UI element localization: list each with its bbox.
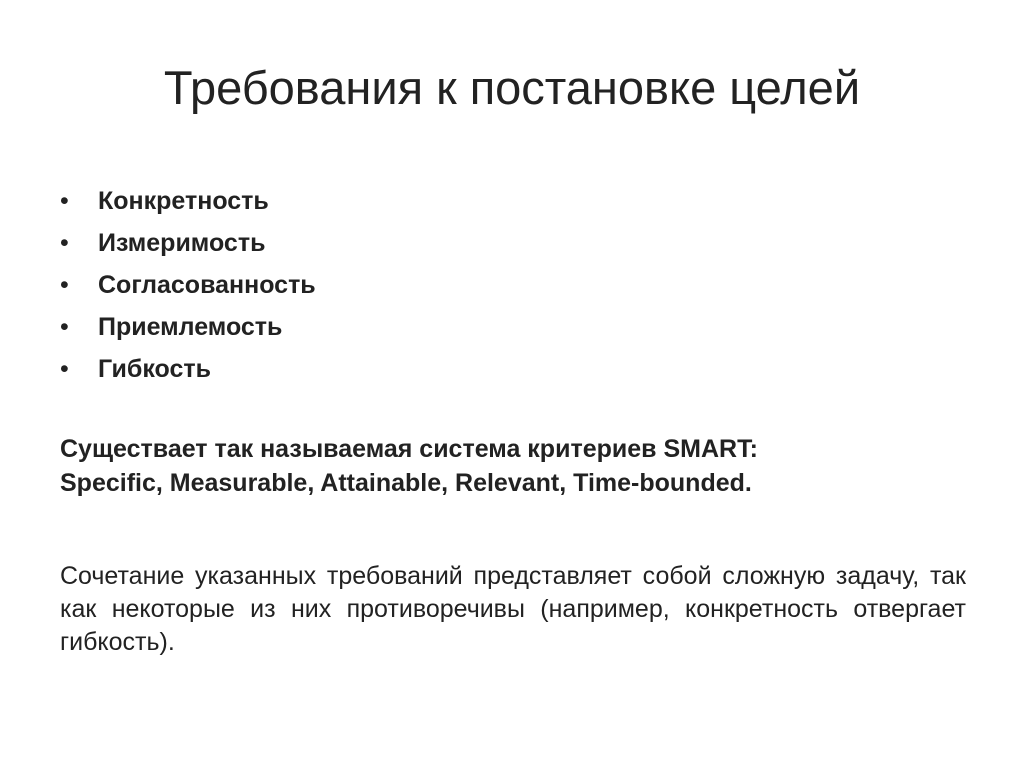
bullet-icon: • [60,271,69,299]
smart-criteria: Specific, Measurable, Attainable, Relevant, Time-bounded. [60,469,752,497]
bullet-icon: • [60,355,69,383]
bullet-icon: • [60,187,69,215]
smart-intro: Существает так называемая система критериев SMART: [60,435,758,463]
note-paragraph: Сочетание указанных требований представляет собой сложную задачу, так как некоторые из них противоречивы (например, конкретность отвергает гибкость). [60,562,966,656]
list-item-label: Измеримость [98,229,266,257]
list-item-label: Конкретность [98,187,269,215]
list-item [56,264,316,306]
smart-paragraph [60,432,970,500]
list-item [56,306,316,348]
slide-title: Требования к постановке целей [163,61,861,114]
bullet-icon: • [60,229,69,257]
list-item [56,348,316,390]
list-item-label: Согласованность [98,271,316,299]
list-item-label: Приемлемость [98,313,283,341]
list-item [56,222,316,264]
list-item-label: Гибкость [98,355,212,383]
bullet-icon: • [60,313,69,341]
list-item [56,180,316,222]
requirements-list [56,180,316,390]
